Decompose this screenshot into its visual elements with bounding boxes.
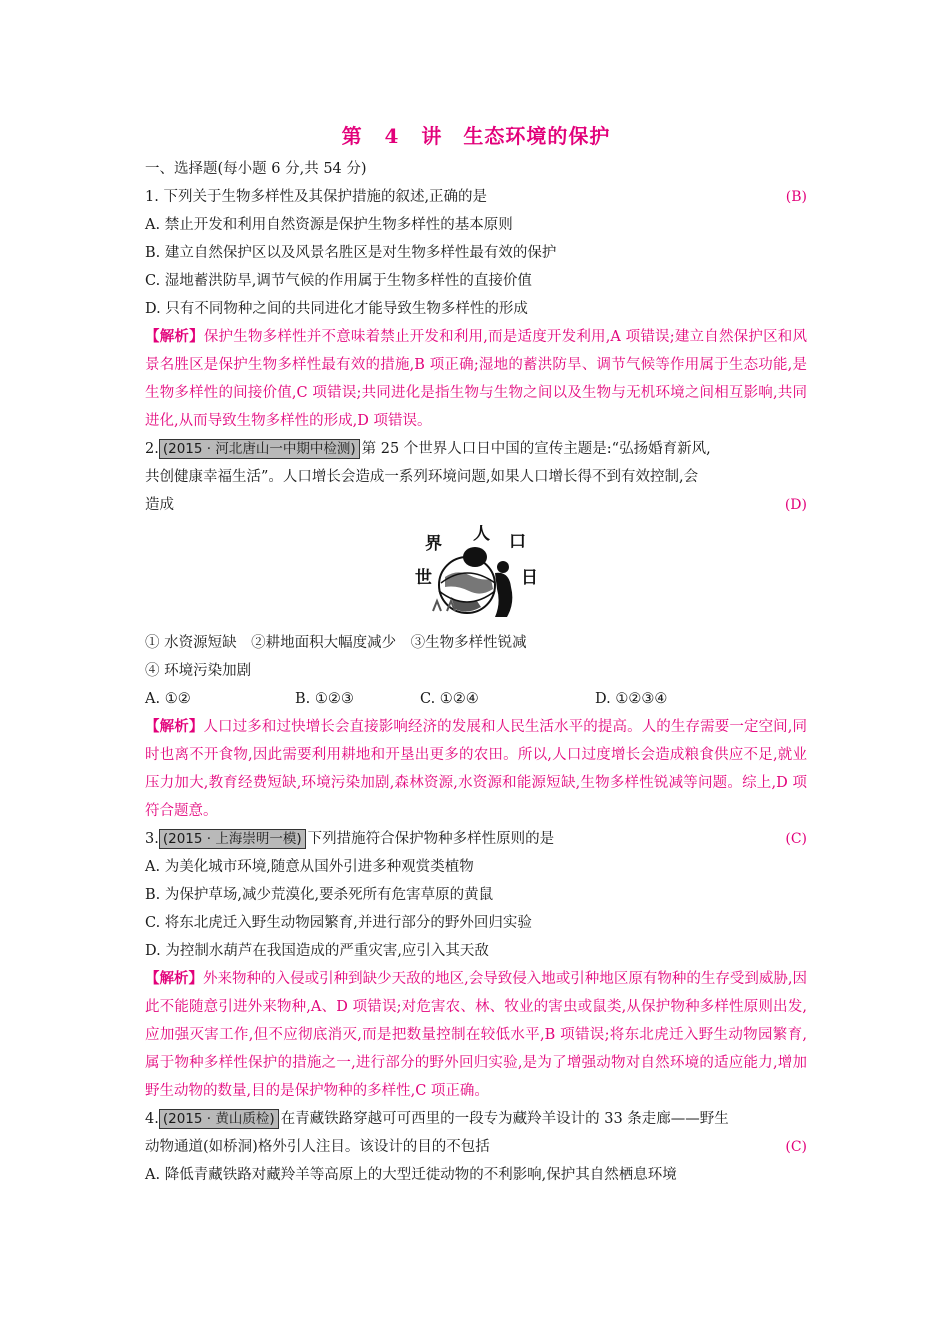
logo-char-ren: 人 <box>473 525 490 544</box>
source-badge: (2015 · 上海崇明一模) <box>159 829 306 849</box>
question-number: 4. <box>145 1111 159 1127</box>
option-a: A. 禁止开发和利用自然资源是保护生物多样性的基本原则 <box>145 217 513 233</box>
answer-label: (C) <box>785 1139 807 1155</box>
explanation-tag: 【解析】 <box>145 328 204 345</box>
question-2-explanation <box>145 713 807 825</box>
question-2-items-line1: ① 水资源短缺 ②耕地面积大幅度减少 ③生物多样性锐减 <box>145 635 527 651</box>
option-c: C. 将东北虎迁入野生动物园繁育,并进行部分的野外回归实验 <box>145 915 532 931</box>
question-2-stem <box>145 435 807 463</box>
option-a: A. 为美化城市环境,随意从国外引进多种观赏类植物 <box>145 859 474 875</box>
question-stem-text: 在青藏铁路穿越可可西里的一段专为藏羚羊设计的 33 条走廊——野生 <box>280 1111 729 1127</box>
question-1-explanation <box>145 323 807 435</box>
option-a: A. ①② <box>145 691 191 707</box>
option-b: B. 为保护草场,减少荒漠化,要杀死所有危害草原的黄鼠 <box>145 887 494 903</box>
question-3-explanation <box>145 965 807 1105</box>
question-4-stem <box>145 1105 807 1133</box>
answer-label: (D) <box>784 497 807 513</box>
population-logo-image <box>411 525 541 625</box>
question-3-stem <box>145 825 807 853</box>
explanation-text: 外来物种的入侵或引种到缺少天敌的地区,会导致侵入地或引种地区原有物种的生存受到威胁,因此不能随意引进外来物种,A、D 项错误;对危害农、林、牧业的害虫或鼠类,从保护物种多样性原则出发,应加强灭害工作,但不应彻底消灭,而是把数量控制在较低水平,B 项错误;将东北虎迁入野生动物园繁育,属于物种多样性保护的措施之一,进行部分的野外回归实验,是为了增强动物对自然环境的适应能力,增加野生动物的数量,目的是保护物种的多样性,C 项正确。 <box>145 971 808 1099</box>
question-stem-text: 动物通道(如桥洞)格外引人注目。该设计的目的不包括 <box>145 1139 490 1155</box>
world-population-day-logo <box>145 525 807 625</box>
question-4-stem-line2 <box>145 1133 807 1161</box>
answer-label: (C) <box>785 831 807 847</box>
option-d: D. 只有不同物种之间的共同进化才能导致生物多样性的形成 <box>145 301 528 317</box>
question-stem-text: 下列措施符合保护物种多样性原则的是 <box>307 831 555 847</box>
source-badge: (2015 · 黄山质检) <box>159 1109 279 1129</box>
question-stem-text: 第 25 个世界人口日中国的宣传主题是:“弘扬婚育新风, <box>361 441 711 457</box>
question-2-items-line2: ④ 环境污染加剧 <box>145 663 252 679</box>
explanation-text: 人口过多和过快增长会直接影响经济的发展和人民生活水平的提高。人的生存需要一定空间,同时也离不开食物,因此需要利用耕地和开垦出更多的农田。所以,人口过度增长会造成粮食供应不足,就业压力加大,教育经费短缺,环境污染加剧,森林资源,水资源和能源短缺,生物多样性锐减等问题。综上,D 项符合题意。 <box>145 719 807 819</box>
section-header: 一、选择题(每小题 6 分,共 54 分) <box>145 161 367 177</box>
answer-label: (B) <box>785 189 807 205</box>
explanation-tag: 【解析】 <box>145 718 204 735</box>
option-d: D. ①②③④ <box>595 691 668 707</box>
question-2-options <box>145 685 807 713</box>
explanation-tag: 【解析】 <box>145 970 204 987</box>
question-1-stem <box>145 183 807 211</box>
source-badge: (2015 · 河北唐山一中期中检测) <box>159 439 360 459</box>
option-c: C. 湿地蓄洪防旱,调节气候的作用属于生物多样性的直接价值 <box>145 273 532 289</box>
option-b: B. ①②③ <box>295 691 354 707</box>
question-number: 2. <box>145 441 159 457</box>
option-b: B. 建立自然保护区以及风景名胜区是对生物多样性最有效的保护 <box>145 245 557 261</box>
option-a: A. 降低青藏铁路对藏羚羊等高原上的大型迁徙动物的不利影响,保护其自然栖息环境 <box>145 1167 677 1183</box>
option-c: C. ①②④ <box>420 691 479 707</box>
question-number: 3. <box>145 831 159 847</box>
question-2-stem-line2: 共创健康幸福生活”。人口增长会造成一系列环境问题,如果人口增长得不到有效控制,会 <box>145 469 699 485</box>
logo-char-ri: 日 <box>521 568 538 588</box>
worksheet-page <box>145 120 807 1189</box>
page-title: 第 4 讲 生态环境的保护 <box>341 124 611 148</box>
logo-char-jie: 界 <box>425 534 442 554</box>
explanation-text: 保护生物多样性并不意味着禁止开发和利用,而是适度开发利用,A 项错误;建立自然保护区和风景名胜区是保护生物多样性最有效的措施,B 项正确;湿地的蓄洪防旱、调节气候等作用属于生态功能,是生物多样性的间接价值,C 项错误;共同进化是指生物与生物之间以及生物与无机环境之间相互影响,共同进化,从而导致生物多样性的形成,D 项错误。 <box>145 329 807 429</box>
logo-char-shi: 世 <box>415 568 432 588</box>
question-stem-text: 造成 <box>145 497 174 513</box>
logo-char-kou: 口 <box>509 532 526 552</box>
question-2-stem-line3 <box>145 491 807 519</box>
question-stem-text: 1. 下列关于生物多样性及其保护措施的叙述,正确的是 <box>145 189 488 205</box>
option-d: D. 为控制水葫芦在我国造成的严重灾害,应引入其天敌 <box>145 943 489 959</box>
